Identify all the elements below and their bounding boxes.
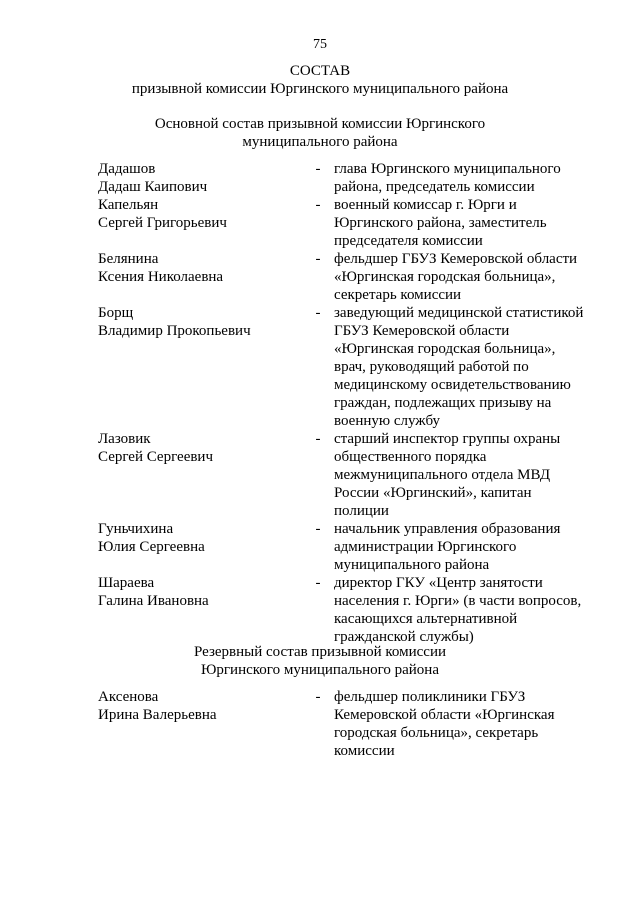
member-entry [0,430,640,520]
member-dash: - [315,161,321,177]
member-name: Лазовик Сергей Сергеевич [98,431,214,465]
member-name: Дадашов Дадаш Каипович [98,161,208,195]
main-members-list [0,160,640,646]
main-section-heading-line: муниципального района [242,134,398,150]
member-role: военный комиссар г. Юрги и Юргинского района, заместитель председателя комиссии [334,197,547,249]
member-name: Борщ Владимир Прокопьевич [98,305,251,339]
member-dash: - [315,521,321,537]
document-title: СОСТАВ [289,63,351,79]
member-role: фельдшер ГБУЗ Кемеровской области «Юргинская городская больница», секретарь комиссии [334,251,578,303]
member-dash: - [315,575,321,591]
member-role: начальник управления образования администрации Юргинского муниципального района [334,521,561,573]
member-entry [0,304,640,430]
member-name: Капельян Сергей Григорьевич [98,197,227,231]
document-subtitle: призывной комиссии Юргинского муниципального района [131,81,509,97]
member-entry [0,250,640,304]
member-name: Аксенова Ирина Валерьевна [98,689,217,723]
member-entry [0,160,640,196]
member-name: Шараева Галина Ивановна [98,575,209,609]
member-entry [0,574,640,646]
member-entry [0,520,640,574]
member-name: Гуньчихина Юлия Сергеевна [98,521,205,555]
member-dash: - [315,251,321,267]
member-dash: - [315,689,321,705]
reserve-members-list [0,688,640,760]
page-number: 75 [313,37,327,52]
member-role: глава Юргинского муниципального района, председатель комиссии [334,161,561,195]
member-name: Белянина Ксения Николаевна [98,251,224,285]
member-role: старший инспектор группы охраны общественного порядка межмуниципального отдела МВД России «Юргинский», капитан полиции [334,431,561,519]
main-section-heading [0,115,640,151]
member-role: директор ГКУ «Центр занятости населения г. Юрги» (в части вопросов, касающихся альтернативной гражданской службы) [334,575,582,645]
reserve-section-heading-line: Юргинского муниципального района [200,662,439,678]
main-section-heading-line: Основной состав призывной комиссии Юргинского [154,116,486,132]
member-role: фельдшер поликлиники ГБУЗ Кемеровской области «Юргинская городская больница», секретарь комиссии [334,689,555,759]
member-dash: - [315,431,321,447]
reserve-section-heading [0,643,640,679]
member-role: заведующий медицинской статистикой ГБУЗ Кемеровской области «Юргинская городская больница», врач, руководящий работой по медицинскому освидетельствованию граждан, подлежащих призыву на военную службу [334,305,584,429]
member-entry [0,688,640,760]
reserve-section-heading-line: Резервный состав призывной комиссии [193,644,447,660]
member-dash: - [315,305,321,321]
member-entry [0,196,640,250]
document-title-block [0,62,640,98]
member-dash: - [315,197,321,213]
